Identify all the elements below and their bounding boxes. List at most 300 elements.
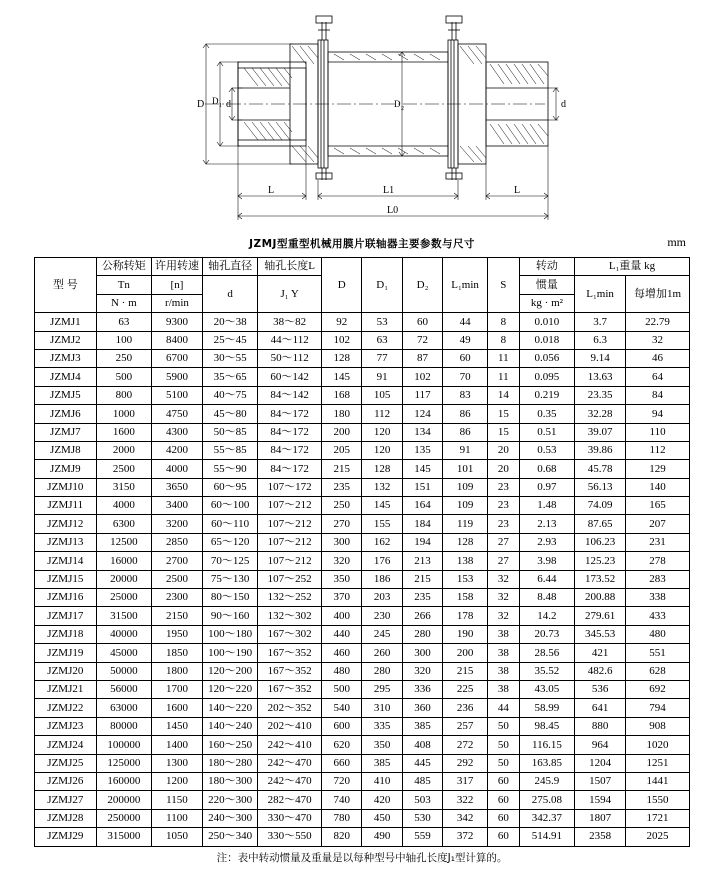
cell-speed: 2150 [151, 607, 202, 625]
cell-torque: 2500 [96, 460, 151, 478]
cell-D: 780 [322, 809, 362, 827]
cell-Lmin: 128 [443, 533, 488, 551]
cell-D: 540 [322, 699, 362, 717]
cell-D2: 559 [402, 828, 442, 846]
cell-model: JZMJ13 [35, 533, 97, 551]
cell-inertia: 0.53 [519, 441, 574, 459]
header-speed-line1: 许用转速 [151, 258, 202, 276]
cell-S: 23 [487, 497, 519, 515]
cell-D2: 145 [402, 460, 442, 478]
cell-S: 38 [487, 625, 519, 643]
cell-D1: 420 [362, 791, 402, 809]
cell-D: 620 [322, 736, 362, 754]
cell-mass_per_m: 692 [626, 680, 690, 698]
dim-label-D2: D [394, 99, 401, 109]
cell-model: JZMJ17 [35, 607, 97, 625]
cell-inertia: 0.35 [519, 405, 574, 423]
cell-D2: 280 [402, 625, 442, 643]
table-row [35, 331, 690, 349]
cell-torque: 250 [96, 349, 151, 367]
cell-mass_per_m: 140 [626, 478, 690, 496]
cell-D: 820 [322, 828, 362, 846]
header-bore-len-line1: 轴孔长度L [258, 258, 322, 276]
cell-mass_per_m: 46 [626, 349, 690, 367]
cell-D1: 450 [362, 809, 402, 827]
cell-mass_per_m: 1550 [626, 791, 690, 809]
cell-bore_dia: 30～55 [202, 349, 257, 367]
cell-torque: 200000 [96, 791, 151, 809]
cell-inertia: 43.05 [519, 680, 574, 698]
cell-D1: 176 [362, 552, 402, 570]
cell-mass_min: 345.53 [575, 625, 626, 643]
cell-S: 60 [487, 809, 519, 827]
table-title-row [0, 236, 724, 251]
cell-Lmin: 225 [443, 680, 488, 698]
cell-bore_len: 202～352 [258, 699, 322, 717]
cell-D2: 360 [402, 699, 442, 717]
cell-bore_len: 84～172 [258, 460, 322, 478]
cell-D: 320 [322, 552, 362, 570]
cell-mass_min: 45.78 [575, 460, 626, 478]
cell-Lmin: 322 [443, 791, 488, 809]
cell-mass_per_m: 112 [626, 441, 690, 459]
cell-speed: 4000 [151, 460, 202, 478]
cell-bore_len: 107～212 [258, 533, 322, 551]
table-row [35, 349, 690, 367]
cell-Lmin: 44 [443, 313, 488, 331]
table-row [35, 791, 690, 809]
cell-inertia: 0.056 [519, 349, 574, 367]
cell-S: 38 [487, 680, 519, 698]
cell-S: 11 [487, 349, 519, 367]
cell-D1: 91 [362, 368, 402, 386]
cell-mass_per_m: 628 [626, 662, 690, 680]
cell-inertia: 2.13 [519, 515, 574, 533]
cell-mass_per_m: 794 [626, 699, 690, 717]
cell-Lmin: 190 [443, 625, 488, 643]
cell-speed: 4200 [151, 441, 202, 459]
cell-inertia: 0.51 [519, 423, 574, 441]
cell-D: 205 [322, 441, 362, 459]
cell-D1: 120 [362, 423, 402, 441]
cell-model: JZMJ26 [35, 772, 97, 790]
cell-model: JZMJ8 [35, 441, 97, 459]
cell-inertia: 0.97 [519, 478, 574, 496]
cell-D1: 186 [362, 570, 402, 588]
cell-torque: 63 [96, 313, 151, 331]
cell-torque: 1000 [96, 405, 151, 423]
cell-mass_min: 125.23 [575, 552, 626, 570]
cell-Lmin: 178 [443, 607, 488, 625]
cell-D1: 260 [362, 644, 402, 662]
cell-inertia: 20.73 [519, 625, 574, 643]
dim-label-D: D [197, 99, 205, 110]
cell-inertia: 0.095 [519, 368, 574, 386]
cell-S: 20 [487, 460, 519, 478]
cell-D1: 128 [362, 460, 402, 478]
cell-model: JZMJ29 [35, 828, 97, 846]
cell-inertia: 58.99 [519, 699, 574, 717]
cell-torque: 16000 [96, 552, 151, 570]
cell-bore_dia: 60～100 [202, 497, 257, 515]
header-D: D [322, 258, 362, 313]
cell-bore_dia: 60～110 [202, 515, 257, 533]
cell-D2: 385 [402, 717, 442, 735]
cell-S: 50 [487, 736, 519, 754]
cell-bore_len: 167～302 [258, 625, 322, 643]
header-speed-line2: [n] [151, 276, 202, 294]
header-torque-line2: Tn [96, 276, 151, 294]
cell-mass_min: 173.52 [575, 570, 626, 588]
table-row [35, 717, 690, 735]
cell-D: 660 [322, 754, 362, 772]
cell-Lmin: 317 [443, 772, 488, 790]
cell-mass_min: 1807 [575, 809, 626, 827]
table-row [35, 699, 690, 717]
cell-torque: 25000 [96, 589, 151, 607]
cell-mass_min: 200.88 [575, 589, 626, 607]
cell-mass_min: 421 [575, 644, 626, 662]
cell-bore_dia: 65～120 [202, 533, 257, 551]
cell-mass_per_m: 2025 [626, 828, 690, 846]
svg-text:2: 2 [401, 106, 404, 112]
cell-S: 38 [487, 644, 519, 662]
cell-Lmin: 119 [443, 515, 488, 533]
cell-mass_min: 2358 [575, 828, 626, 846]
cell-D1: 490 [362, 828, 402, 846]
cell-inertia: 6.44 [519, 570, 574, 588]
cell-speed: 1800 [151, 662, 202, 680]
cell-bore_dia: 100～180 [202, 625, 257, 643]
cell-mass_min: 87.65 [575, 515, 626, 533]
header-D1: D₁ [362, 258, 402, 313]
cell-D1: 63 [362, 331, 402, 349]
cell-D: 168 [322, 386, 362, 404]
cell-speed: 9300 [151, 313, 202, 331]
cell-inertia: 35.52 [519, 662, 574, 680]
cell-S: 20 [487, 441, 519, 459]
cell-S: 15 [487, 423, 519, 441]
cell-D1: 155 [362, 515, 402, 533]
cell-torque: 50000 [96, 662, 151, 680]
cell-speed: 2850 [151, 533, 202, 551]
table-row [35, 441, 690, 459]
cell-D2: 485 [402, 772, 442, 790]
cell-bore_len: 84～172 [258, 441, 322, 459]
cell-bore_len: 60～142 [258, 368, 322, 386]
cell-S: 50 [487, 717, 519, 735]
table-row [35, 772, 690, 790]
cell-bore_dia: 90～160 [202, 607, 257, 625]
cell-D1: 145 [362, 497, 402, 515]
cell-model: JZMJ27 [35, 791, 97, 809]
cell-bore_dia: 55～85 [202, 441, 257, 459]
cell-bore_dia: 70～125 [202, 552, 257, 570]
cell-Lmin: 292 [443, 754, 488, 772]
cell-mass_min: 39.86 [575, 441, 626, 459]
cell-speed: 3400 [151, 497, 202, 515]
cell-speed: 1700 [151, 680, 202, 698]
cell-D2: 215 [402, 570, 442, 588]
cell-mass_min: 9.14 [575, 349, 626, 367]
cell-bore_len: 50～112 [258, 349, 322, 367]
cell-Lmin: 138 [443, 552, 488, 570]
cell-bore_dia: 250～340 [202, 828, 257, 846]
table-row [35, 386, 690, 404]
cell-bore_len: 167～352 [258, 662, 322, 680]
cell-D: 350 [322, 570, 362, 588]
table-row [35, 570, 690, 588]
cell-bore_dia: 60～95 [202, 478, 257, 496]
dim-label-D1: D [212, 96, 219, 106]
table-header-row-1 [35, 258, 690, 276]
cell-D: 145 [322, 368, 362, 386]
cell-model: JZMJ4 [35, 368, 97, 386]
cell-D: 92 [322, 313, 362, 331]
cell-model: JZMJ5 [35, 386, 97, 404]
cell-model: JZMJ1 [35, 313, 97, 331]
cell-D2: 408 [402, 736, 442, 754]
cell-model: JZMJ12 [35, 515, 97, 533]
cell-D1: 335 [362, 717, 402, 735]
cell-S: 38 [487, 662, 519, 680]
cell-D: 500 [322, 680, 362, 698]
cell-D: 460 [322, 644, 362, 662]
cell-mass_min: 1594 [575, 791, 626, 809]
cell-D: 235 [322, 478, 362, 496]
cell-mass_per_m: 231 [626, 533, 690, 551]
cell-bore_len: 282～470 [258, 791, 322, 809]
cell-S: 23 [487, 478, 519, 496]
header-S: S [487, 258, 519, 313]
table-row [35, 423, 690, 441]
cell-model: JZMJ3 [35, 349, 97, 367]
cell-D2: 151 [402, 478, 442, 496]
cell-inertia: 28.56 [519, 644, 574, 662]
cell-D: 102 [322, 331, 362, 349]
cell-model: JZMJ21 [35, 680, 97, 698]
cell-torque: 63000 [96, 699, 151, 717]
cell-D1: 230 [362, 607, 402, 625]
header-Lmin: L₁min [443, 258, 488, 313]
cell-torque: 100000 [96, 736, 151, 754]
cell-S: 60 [487, 772, 519, 790]
cell-D: 440 [322, 625, 362, 643]
cell-Lmin: 109 [443, 497, 488, 515]
cell-bore_dia: 120～220 [202, 680, 257, 698]
cell-mass_min: 13.63 [575, 368, 626, 386]
table-row [35, 625, 690, 643]
cell-torque: 100 [96, 331, 151, 349]
cell-torque: 1600 [96, 423, 151, 441]
cell-D1: 245 [362, 625, 402, 643]
unit-label: mm [667, 235, 686, 249]
cell-D2: 503 [402, 791, 442, 809]
cell-D: 480 [322, 662, 362, 680]
cell-speed: 1950 [151, 625, 202, 643]
cell-model: JZMJ2 [35, 331, 97, 349]
cell-bore_dia: 35～65 [202, 368, 257, 386]
cell-speed: 1400 [151, 736, 202, 754]
dim-label-L0: L0 [387, 205, 399, 216]
cell-D2: 124 [402, 405, 442, 423]
header-mass-group: L₁重量 kg [575, 258, 690, 276]
cell-S: 32 [487, 607, 519, 625]
header-bore-dia-line1: 轴孔直径 [202, 258, 257, 276]
cell-S: 23 [487, 515, 519, 533]
cell-bore_dia: 75～130 [202, 570, 257, 588]
cell-D1: 385 [362, 754, 402, 772]
cell-bore_len: 84～172 [258, 405, 322, 423]
cell-S: 60 [487, 828, 519, 846]
cell-torque: 40000 [96, 625, 151, 643]
cell-bore_len: 330～550 [258, 828, 322, 846]
cell-mass_min: 880 [575, 717, 626, 735]
cell-speed: 4300 [151, 423, 202, 441]
cell-bore_len: 107～212 [258, 497, 322, 515]
cell-D2: 320 [402, 662, 442, 680]
header-inertia-line2: 惯量 [519, 276, 574, 294]
table-row [35, 736, 690, 754]
cell-bore_len: 242～470 [258, 754, 322, 772]
cell-Lmin: 372 [443, 828, 488, 846]
cell-speed: 1100 [151, 809, 202, 827]
cell-D2: 184 [402, 515, 442, 533]
cell-mass_per_m: 129 [626, 460, 690, 478]
cell-inertia: 514.91 [519, 828, 574, 846]
cell-D2: 72 [402, 331, 442, 349]
cell-bore_len: 84～142 [258, 386, 322, 404]
cell-mass_per_m: 94 [626, 405, 690, 423]
dim-label-d: d [226, 99, 231, 110]
cell-Lmin: 86 [443, 423, 488, 441]
cell-model: JZMJ20 [35, 662, 97, 680]
cell-S: 8 [487, 331, 519, 349]
cell-speed: 3650 [151, 478, 202, 496]
cell-speed: 6700 [151, 349, 202, 367]
cell-torque: 12500 [96, 533, 151, 551]
cell-D: 370 [322, 589, 362, 607]
header-model: 型 号 [35, 258, 97, 313]
cell-S: 8 [487, 313, 519, 331]
cell-D1: 410 [362, 772, 402, 790]
cell-torque: 6300 [96, 515, 151, 533]
cell-Lmin: 200 [443, 644, 488, 662]
cell-mass_min: 279.61 [575, 607, 626, 625]
cell-bore_dia: 180～280 [202, 754, 257, 772]
cell-Lmin: 342 [443, 809, 488, 827]
cell-mass_min: 536 [575, 680, 626, 698]
cell-bore_dia: 140～240 [202, 717, 257, 735]
cell-inertia: 275.08 [519, 791, 574, 809]
cell-model: JZMJ22 [35, 699, 97, 717]
cell-inertia: 8.48 [519, 589, 574, 607]
cell-bore_len: 44～112 [258, 331, 322, 349]
header-speed-line3: r/min [151, 294, 202, 312]
cell-mass_per_m: 1441 [626, 772, 690, 790]
cell-inertia: 0.68 [519, 460, 574, 478]
cell-speed: 4750 [151, 405, 202, 423]
table-row [35, 497, 690, 515]
coupling-drawing [0, 0, 724, 232]
cell-bore_dia: 45～80 [202, 405, 257, 423]
cell-bore_len: 330～470 [258, 809, 322, 827]
cell-mass_min: 23.35 [575, 386, 626, 404]
svg-text:1: 1 [219, 103, 222, 109]
header-inertia-line3: kg · m² [519, 294, 574, 312]
cell-inertia: 2.93 [519, 533, 574, 551]
cell-D2: 117 [402, 386, 442, 404]
cell-S: 32 [487, 589, 519, 607]
cell-D1: 280 [362, 662, 402, 680]
cell-D: 720 [322, 772, 362, 790]
table-row [35, 644, 690, 662]
cell-D2: 194 [402, 533, 442, 551]
cell-speed: 8400 [151, 331, 202, 349]
cell-Lmin: 83 [443, 386, 488, 404]
header-bore-dia-line2: d [202, 276, 257, 313]
cell-mass_per_m: 1020 [626, 736, 690, 754]
cell-mass_per_m: 64 [626, 368, 690, 386]
cell-mass_per_m: 283 [626, 570, 690, 588]
cell-inertia: 342.37 [519, 809, 574, 827]
cell-bore_len: 167～352 [258, 644, 322, 662]
cell-inertia: 1.48 [519, 497, 574, 515]
table-row [35, 828, 690, 846]
cell-D2: 266 [402, 607, 442, 625]
cell-D2: 135 [402, 441, 442, 459]
cell-inertia: 245.9 [519, 772, 574, 790]
cell-mass_min: 1507 [575, 772, 626, 790]
cell-model: JZMJ15 [35, 570, 97, 588]
cell-torque: 4000 [96, 497, 151, 515]
cell-bore_dia: 80～150 [202, 589, 257, 607]
cell-mass_per_m: 110 [626, 423, 690, 441]
cell-bore_len: 107～252 [258, 570, 322, 588]
cell-mass_min: 39.07 [575, 423, 626, 441]
cell-D: 400 [322, 607, 362, 625]
cell-model: JZMJ7 [35, 423, 97, 441]
cell-bore_len: 242～470 [258, 772, 322, 790]
cell-mass_min: 106.23 [575, 533, 626, 551]
cell-bore_len: 107～212 [258, 515, 322, 533]
table-note: 注：表中转动惯量及重量是以每种型号中轴孔长度J₁型计算的。 [216, 851, 508, 864]
cell-D: 300 [322, 533, 362, 551]
cell-speed: 3200 [151, 515, 202, 533]
table-row [35, 478, 690, 496]
cell-mass_min: 6.3 [575, 331, 626, 349]
cell-S: 15 [487, 405, 519, 423]
cell-S: 50 [487, 754, 519, 772]
cell-model: JZMJ24 [35, 736, 97, 754]
cell-mass_per_m: 1721 [626, 809, 690, 827]
cell-model: JZMJ28 [35, 809, 97, 827]
cell-bore_len: 242～410 [258, 736, 322, 754]
cell-Lmin: 101 [443, 460, 488, 478]
cell-mass_min: 3.7 [575, 313, 626, 331]
cell-mass_per_m: 480 [626, 625, 690, 643]
cell-bore_len: 132～252 [258, 589, 322, 607]
cell-bore_dia: 160～250 [202, 736, 257, 754]
cell-D1: 105 [362, 386, 402, 404]
cell-D: 740 [322, 791, 362, 809]
cell-D: 200 [322, 423, 362, 441]
cell-mass_min: 56.13 [575, 478, 626, 496]
cell-D1: 132 [362, 478, 402, 496]
cell-D1: 112 [362, 405, 402, 423]
cell-mass_per_m: 433 [626, 607, 690, 625]
cell-D: 180 [322, 405, 362, 423]
